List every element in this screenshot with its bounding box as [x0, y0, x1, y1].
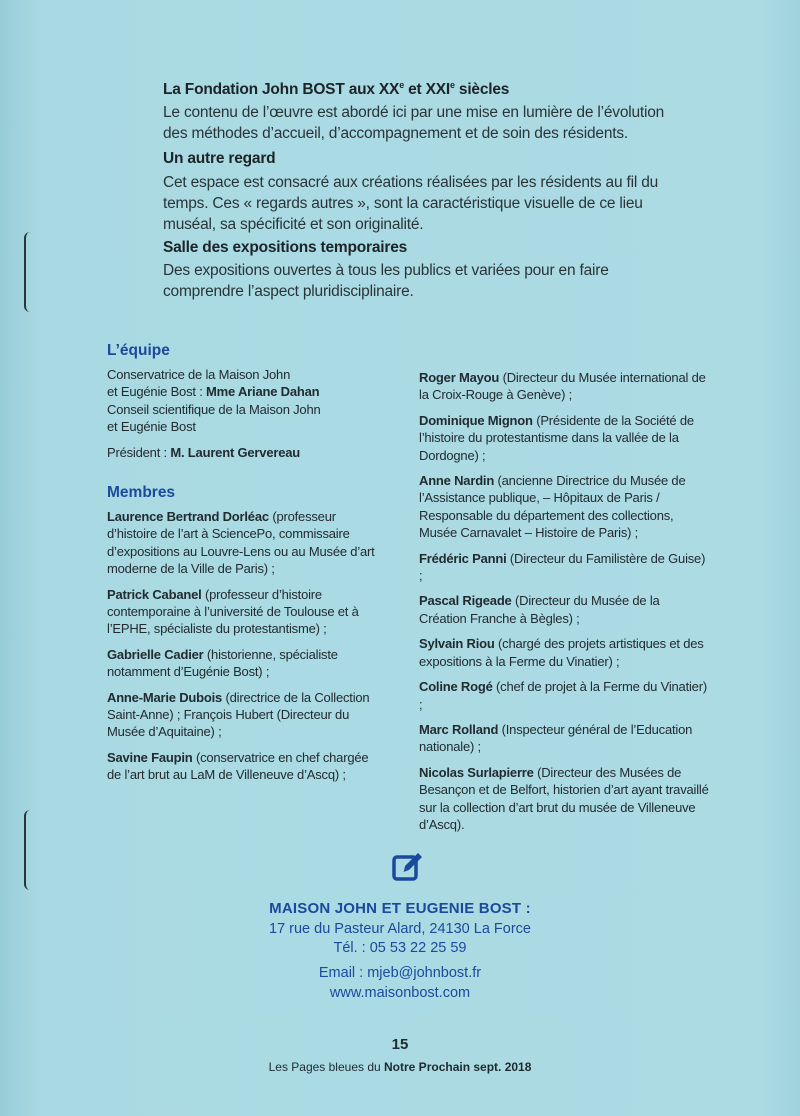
member-entry [107, 749, 375, 784]
member-entry [419, 550, 709, 585]
member-name: Anne-Marie Dubois [107, 689, 223, 705]
section-title: Un autre regard [163, 150, 276, 167]
edit-icon [391, 850, 425, 884]
section-title: La Fondation John BOST aux XXe et XXIe siècles [163, 80, 510, 99]
president-line: Président : M. Laurent Gervereau [107, 444, 301, 460]
member-description: (chargé des projets artistiques et des expositions à la Ferme du Vinatier) ; [419, 636, 704, 669]
member-name: Frédéric Panni [419, 550, 507, 566]
member-entry [419, 472, 709, 542]
member-name: Nicolas Surlapierre [419, 764, 534, 780]
member-name: Sylvain Riou [419, 636, 495, 652]
membres-heading: Membres [107, 484, 176, 501]
equipe-line: Conservatrice de la Maison John [107, 367, 291, 382]
member-description: (Directeur du Musée de la Création Franche à Bègles) ; [419, 593, 660, 626]
equipe-line: et Eugénie Bost : Mme Ariane Dahan [107, 384, 320, 400]
member-description: (ancienne Directrice du Musée de l’Assistance publique, – Hôpitaux de Paris / Responsable du département des collections, Musée Carnavalet – Histoire de Paris) ; [419, 473, 686, 541]
member-name: Anne Nardin [419, 473, 495, 489]
contact-title: MAISON JOHN ET EUGENIE BOST : [269, 900, 531, 917]
member-name: Coline Rogé [419, 679, 493, 695]
member-entry [419, 369, 709, 404]
membres-left-column [107, 508, 375, 792]
member-name: Savine Faupin [107, 749, 193, 765]
member-name: Marc Rolland [419, 721, 499, 737]
member-entry [419, 635, 709, 670]
section-body: Cet espace est consacré aux créations réalisées par les résidents au fil du temps. Ces « regards autres », sont la caractéristique visuelle de ce lieu muséal, sa spécificité et son originalité. [163, 174, 659, 233]
member-entry [419, 764, 709, 834]
member-description: (directrice de la Collection Saint-Anne) ; François Hubert (Directeur du Musée d’Aquitaine) ; [107, 689, 370, 740]
member-description: (Directeur des Musées de Besançon et de Belfort, historien d’art ayant travaillé sur la collection d’art brut du musée de Villeneuve d’Ascq). [419, 764, 709, 832]
member-description: (Inspecteur général de l’Education nationale) ; [419, 721, 693, 755]
member-name: Gabrielle Cadier [107, 646, 204, 662]
equipe-line: et Eugénie Bost [107, 419, 196, 435]
member-name: Roger Mayou [419, 370, 500, 385]
section-body: Le contenu de l’œuvre est abordé ici par une mise en lumière de l’évolution des méthodes d’accueil, d’accompagnement et de soin des résidents. [163, 104, 665, 142]
president-name: M. Laurent Gervereau [170, 444, 301, 460]
page-number: 15 [391, 1036, 409, 1053]
equipe-heading: L’équipe [107, 342, 170, 359]
member-entry [419, 412, 709, 464]
member-name: Dominique Mignon [419, 412, 533, 428]
contact-address: 17 rue du Pasteur Alard, 24130 La Force [269, 921, 531, 937]
member-entry [419, 721, 709, 756]
section-body: Des expositions ouvertes à tous les publics et variées pour en faire comprendre l’aspect pluridisciplinaire. [163, 262, 609, 300]
binding-staple [24, 810, 36, 890]
member-entry [107, 646, 375, 681]
member-description: (professeur d’histoire de l’art à SciencePo, commissaire d’expositions au Louvre-Lens ou au Musée d’art moderne de la Ville de Paris) ; [107, 509, 375, 577]
contact-phone: Tél. : 05 53 22 25 59 [333, 940, 467, 956]
member-description: (Directeur du Musée international de la Croix-Rouge à Genève) ; [419, 370, 706, 403]
member-name: Pascal Rigeade [419, 593, 512, 609]
member-name: Patrick Cabanel [107, 586, 202, 602]
member-entry [419, 592, 709, 627]
member-name: Laurence Bertrand Dorléac [107, 509, 269, 524]
member-entry [107, 586, 375, 638]
equipe-line: Conseil scientifique de la Maison John [107, 401, 321, 417]
membres-right-column [419, 369, 709, 841]
contact-email[interactable]: Email : mjeb@johnbost.fr [318, 965, 482, 981]
binding-staple [24, 232, 36, 312]
member-description: (professeur d’histoire contemporaine à l’université de Toulouse et à l’EPHE, spécialiste du protestantisme) ; [107, 586, 359, 637]
section-title: Salle des expositions temporaires [163, 239, 408, 256]
member-entry [107, 508, 375, 578]
member-entry [107, 689, 375, 741]
member-description: (Directeur du Familistère de Guise) ; [419, 550, 706, 584]
member-description: (historienne, spécialiste notamment d’Eugénie Bost) ; [107, 646, 338, 680]
equipe-block [107, 366, 407, 461]
curator-name: Mme Ariane Dahan [206, 384, 320, 400]
member-description: (Présidente de la Société de l’histoire du protestantisme dans la vallée de la Dordogne) ; [419, 412, 694, 463]
member-entry [419, 678, 709, 713]
contact-website[interactable]: www.maisonbost.com [329, 985, 471, 1001]
member-description: (conservatrice en chef chargée de l’art brut au LaM de Villeneuve d’Ascq) ; [107, 749, 369, 783]
member-description: (chef de projet à la Ferme du Vinatier) ; [419, 679, 707, 712]
publication-footer: Les Pages bleues du Notre Prochain sept. 2018 [268, 1060, 532, 1074]
